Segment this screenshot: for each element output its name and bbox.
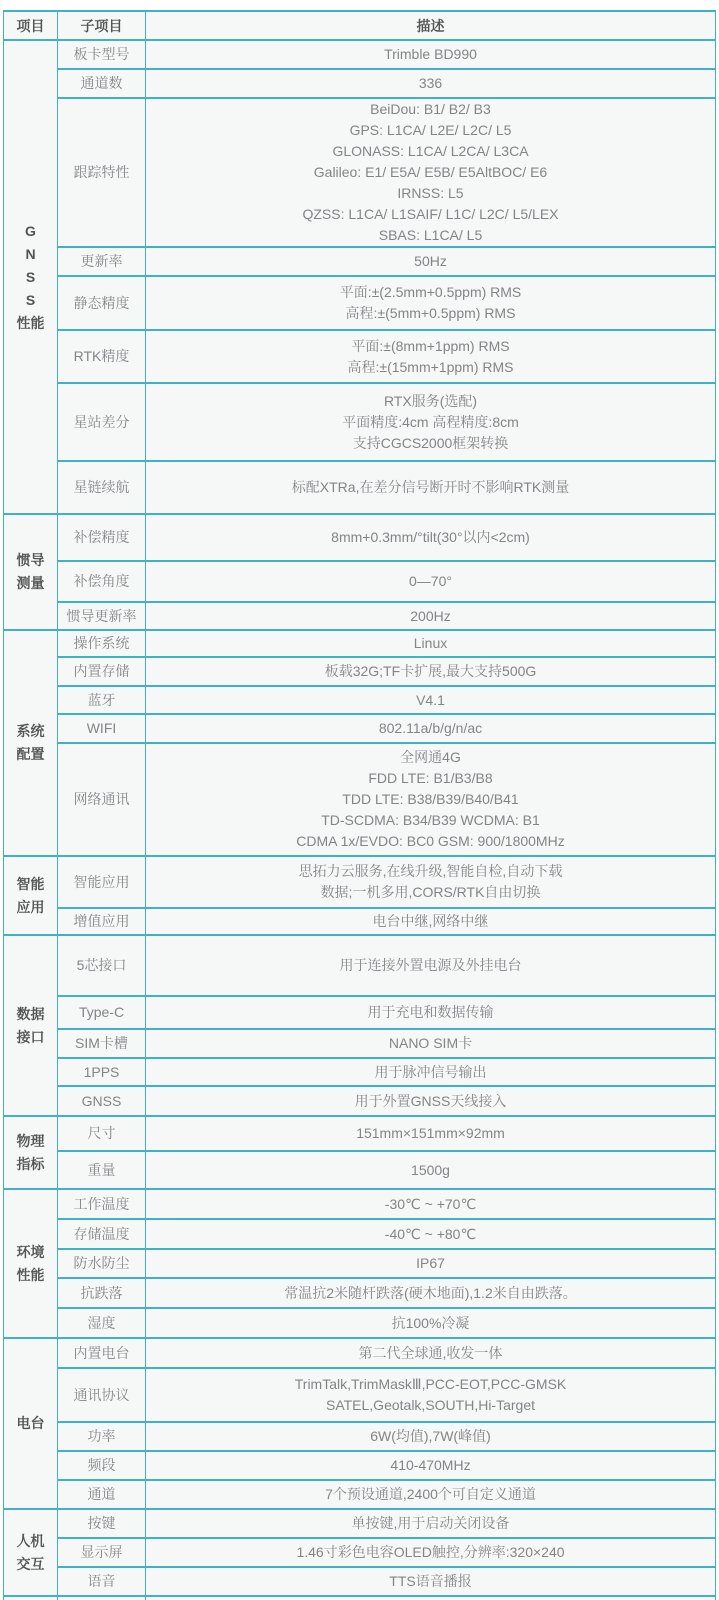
description-cell [146, 98, 716, 247]
subitem-cell: 静态精度 [58, 276, 146, 330]
spec-table-body [4, 40, 716, 1600]
subitem-cell: 通道数 [58, 69, 146, 98]
group-label-line: 数据 [16, 1005, 45, 1022]
description-cell [146, 657, 716, 686]
description-line: QZSS: L1CA/ L1SAIF/ L1C/ L2C/ L5/LEX [302, 206, 559, 222]
group-label-line: 电台 [16, 1415, 45, 1431]
description-line: 200Hz [410, 607, 451, 624]
subitem-cell: 补偿精度 [58, 514, 146, 561]
description-cell [146, 686, 716, 714]
description-line: 用于外置GNSS天线接入 [354, 1092, 507, 1109]
table-row [4, 1480, 716, 1509]
table-row [4, 40, 716, 69]
table-row [4, 714, 716, 743]
group-label-line: 环境 [16, 1243, 45, 1260]
group-label-line: 系统 [16, 723, 45, 739]
description-line: Galileo: E1/ E5A/ E5B/ E5AltBOC/ E6 [313, 164, 548, 180]
table-row [4, 1116, 716, 1151]
partial-cell [146, 1596, 716, 1600]
description-line: BeiDou: B1/ B2/ B3 [370, 101, 491, 117]
header-item: 项目 [4, 11, 58, 40]
description-line: 电台中继,网络中继 [372, 913, 489, 929]
description-line: 1500g [411, 1161, 450, 1178]
table-row [4, 1368, 716, 1422]
description-cell [146, 461, 716, 514]
header-description: 描述 [146, 11, 716, 40]
description-line: TTS语音播报 [389, 1573, 472, 1589]
group-label-line: 性能 [16, 1266, 45, 1283]
subitem-cell: 防水防尘 [58, 1249, 146, 1278]
description-cell [146, 1189, 716, 1219]
description-cell [146, 1151, 716, 1189]
table-row [4, 1029, 716, 1058]
partial-cell [58, 1596, 146, 1600]
description-cell [146, 69, 716, 98]
description-line: 第二代全球通,收发一体 [358, 1344, 503, 1361]
description-cell [146, 1338, 716, 1368]
description-line: 单按键,用于启动关闭设备 [351, 1515, 510, 1531]
table-row [4, 1219, 716, 1249]
description-cell [146, 1422, 716, 1451]
description-line: 支持CGCS2000框架转换 [352, 434, 509, 451]
description-line: GPS: L1CA/ L2E/ L2C/ L5 [349, 122, 512, 138]
table-row [4, 743, 716, 856]
subitem-cell: 重量 [58, 1151, 146, 1189]
group-label-line: 接口 [16, 1028, 45, 1045]
group-label-cell [4, 935, 58, 1116]
description-line: V4.1 [416, 691, 445, 708]
description-cell [146, 1029, 716, 1058]
subitem-cell: 湿度 [58, 1308, 146, 1338]
subitem-cell: 语音 [58, 1567, 146, 1596]
description-cell [146, 40, 716, 69]
table-row [4, 1538, 716, 1567]
description-line: 思拓力云服务,在线升级,智能自检,自动下载 [298, 863, 563, 879]
subitem-cell: SIM卡槽 [58, 1029, 146, 1058]
subitem-cell: 网络通讯 [58, 743, 146, 856]
table-row [4, 1278, 716, 1308]
subitem-cell: 工作温度 [58, 1189, 146, 1219]
description-cell [146, 1538, 716, 1567]
group-label-line: 物理 [16, 1132, 45, 1149]
table-row [4, 1567, 716, 1596]
subitem-cell: 尺寸 [58, 1116, 146, 1151]
description-cell [146, 1249, 716, 1278]
group-label-line: N [25, 245, 36, 262]
description-line: 802.11a/b/g/n/ac [378, 720, 483, 736]
description-line: TrimTalk,TrimMaskⅢ,PCC-EOT,PCC-GMSK [294, 1376, 567, 1392]
description-line: RTX服务(选配) [383, 392, 478, 409]
description-line: 8mm+0.3mm/°tilt(30°以内<2cm) [331, 529, 530, 545]
description-line: 高程:±(5mm+0.5ppm) RMS [345, 305, 516, 321]
group-label-line: 指标 [16, 1155, 45, 1172]
table-row [4, 383, 716, 461]
description-line: 全网通4G [400, 749, 461, 765]
subitem-cell: 增值应用 [58, 908, 146, 935]
description-line: 410-470MHz [390, 1457, 471, 1473]
table-row [4, 98, 716, 247]
table-row [4, 1422, 716, 1451]
description-cell [146, 514, 716, 561]
description-line: 7个预设通道,2400个可自定义通道 [325, 1486, 536, 1502]
table-row [4, 1058, 716, 1086]
description-cell [146, 1451, 716, 1480]
description-cell [146, 247, 716, 276]
description-line: 用于连接外置电源及外挂电台 [339, 957, 522, 973]
group-label-line: 智能 [16, 875, 45, 892]
group-label-cell [4, 514, 58, 630]
description-line: 用于充电和数据传输 [367, 1004, 494, 1020]
subitem-cell: WIFI [58, 714, 146, 743]
table-row [4, 908, 716, 935]
description-line: 50Hz [414, 253, 447, 269]
description-cell [146, 1116, 716, 1151]
table-row [4, 461, 716, 514]
subitem-cell: 功率 [58, 1422, 146, 1451]
group-label-cell [4, 1189, 58, 1338]
table-row [4, 856, 716, 908]
description-cell [146, 1308, 716, 1338]
description-cell [146, 602, 716, 630]
description-line: 数据;一机多用,CORS/RTK自由切换 [320, 884, 541, 900]
description-cell [146, 630, 716, 657]
spec-table [3, 10, 716, 1600]
table-row [4, 276, 716, 330]
description-line: SATEL,Geotalk,SOUTH,Hi-Target [325, 1397, 536, 1413]
description-line: 336 [418, 75, 443, 91]
description-cell [146, 856, 716, 908]
table-row [4, 630, 716, 657]
description-line: NANO SIM卡 [388, 1035, 473, 1051]
description-line: TD-SCDMA: B34/B39 WCDMA: B1 [321, 812, 540, 828]
group-label-cell [4, 1509, 58, 1596]
table-row [4, 686, 716, 714]
description-cell [146, 1480, 716, 1509]
description-cell [146, 383, 716, 461]
table-row [4, 330, 716, 383]
description-cell [146, 1368, 716, 1422]
description-line: TDD LTE: B38/B39/B40/B41 [342, 791, 519, 807]
table-row [4, 1338, 716, 1368]
subitem-cell: 操作系统 [58, 630, 146, 657]
table-row [4, 69, 716, 98]
subitem-cell: 1PPS [58, 1058, 146, 1086]
subitem-cell: 通讯协议 [58, 1368, 146, 1422]
description-line: CDMA 1x/EVDO: BC0 GSM: 900/1800MHz [296, 833, 565, 849]
description-cell [146, 935, 716, 996]
table-row [4, 561, 716, 602]
description-line: 抗100%冷凝 [391, 1314, 470, 1331]
description-cell [146, 996, 716, 1029]
description-line: 用于脉冲信号输出 [374, 1063, 487, 1080]
subitem-cell: Type-C [58, 996, 146, 1029]
group-label-line: 配置 [16, 746, 45, 762]
group-label-cell [4, 1116, 58, 1189]
subitem-cell: 蓝牙 [58, 686, 146, 714]
table-row [4, 1451, 716, 1480]
group-label-line: S [25, 291, 36, 308]
subitem-cell: 存储温度 [58, 1219, 146, 1249]
group-label-line: 惯导 [16, 552, 45, 568]
description-line: 平面精度:4cm 高程精度:8cm [342, 413, 519, 430]
description-cell [146, 743, 716, 856]
description-cell [146, 1509, 716, 1538]
description-line: 0—70° [409, 573, 452, 589]
description-cell [146, 1278, 716, 1308]
subitem-cell: 5芯接口 [58, 935, 146, 996]
subitem-cell: 板卡型号 [58, 40, 146, 69]
description-cell [146, 330, 716, 383]
description-line: IRNSS: L5 [397, 185, 464, 201]
description-line: 平面:±(2.5mm+0.5ppm) RMS [339, 284, 522, 300]
description-line: 平面:±(8mm+1ppm) RMS [351, 337, 510, 354]
table-row [4, 657, 716, 686]
description-line: 标配XTRa,在差分信号断开时不影响RTK测量 [291, 479, 570, 495]
table-row [4, 1249, 716, 1278]
subitem-cell: 星站差分 [58, 383, 146, 461]
table-row [4, 514, 716, 561]
group-label-cell [4, 630, 58, 856]
description-cell [146, 908, 716, 935]
description-cell [146, 276, 716, 330]
subitem-cell: 内置存储 [58, 657, 146, 686]
table-row [4, 602, 716, 630]
description-cell [146, 561, 716, 602]
subitem-cell: GNSS [58, 1086, 146, 1116]
header-subitem: 子项目 [58, 11, 146, 40]
spec-table-header [4, 11, 716, 40]
subitem-cell: 按键 [58, 1509, 146, 1538]
partial-cell [4, 1596, 58, 1600]
group-label-line: 应用 [16, 898, 45, 915]
subitem-cell: 频段 [58, 1451, 146, 1480]
description-line: 1.46寸彩色电容OLED触控,分辨率:320×240 [296, 1544, 565, 1560]
table-row [4, 1509, 716, 1538]
group-label-line: 测量 [16, 575, 45, 591]
subitem-cell: 星链续航 [58, 461, 146, 514]
subitem-cell: 跟踪特性 [58, 98, 146, 247]
table-row [4, 247, 716, 276]
group-label-cell [4, 1338, 58, 1509]
subitem-cell: RTK精度 [58, 330, 146, 383]
subitem-cell: 通道 [58, 1480, 146, 1509]
table-row [4, 1086, 716, 1116]
group-label-cell [4, 856, 58, 935]
subitem-cell: 智能应用 [58, 856, 146, 908]
description-line: FDD LTE: B1/B3/B8 [368, 770, 493, 786]
subitem-cell: 惯导更新率 [58, 602, 146, 630]
header-row [4, 11, 716, 40]
description-line: -30℃ ~ +70℃ [384, 1195, 477, 1212]
description-cell [146, 1567, 716, 1596]
description-line: 常温抗2米随杆跌落(硬木地面),1.2米自由跌落。 [284, 1284, 577, 1301]
description-line: 板载32G;TF卡扩展,最大支持500G [324, 663, 537, 679]
partial-row [4, 1596, 716, 1600]
description-line: 高程:±(15mm+1ppm) RMS [347, 358, 514, 375]
table-row [4, 996, 716, 1029]
description-line: IP67 [416, 1255, 445, 1271]
table-row [4, 1151, 716, 1189]
description-line: SBAS: L1CA/ L5 [378, 227, 483, 243]
description-cell [146, 714, 716, 743]
subitem-cell: 补偿角度 [58, 561, 146, 602]
description-line: -40℃ ~ +80℃ [384, 1225, 477, 1242]
subitem-cell: 抗跌落 [58, 1278, 146, 1308]
subitem-cell: 内置电台 [58, 1338, 146, 1368]
subitem-cell: 更新率 [58, 247, 146, 276]
group-label-line: 交互 [16, 1555, 45, 1572]
group-label-cell [4, 40, 58, 514]
description-line: 151mm×151mm×92mm [356, 1125, 505, 1141]
description-line: Linux [413, 635, 448, 651]
group-label-line: S [25, 268, 36, 285]
group-label-line: 人机 [16, 1532, 45, 1549]
description-cell [146, 1086, 716, 1116]
description-line: Trimble BD990 [384, 46, 477, 62]
description-line: 6W(均值),7W(峰值) [370, 1428, 491, 1444]
description-cell [146, 1058, 716, 1086]
table-row [4, 1308, 716, 1338]
description-cell [146, 1219, 716, 1249]
subitem-cell: 显示屏 [58, 1538, 146, 1567]
description-line: GLONASS: L1CA/ L2CA/ L3CA [332, 143, 529, 159]
table-row [4, 935, 716, 996]
group-label-line: 性能 [16, 314, 45, 331]
group-label-line: G [25, 222, 36, 239]
table-row [4, 1189, 716, 1219]
